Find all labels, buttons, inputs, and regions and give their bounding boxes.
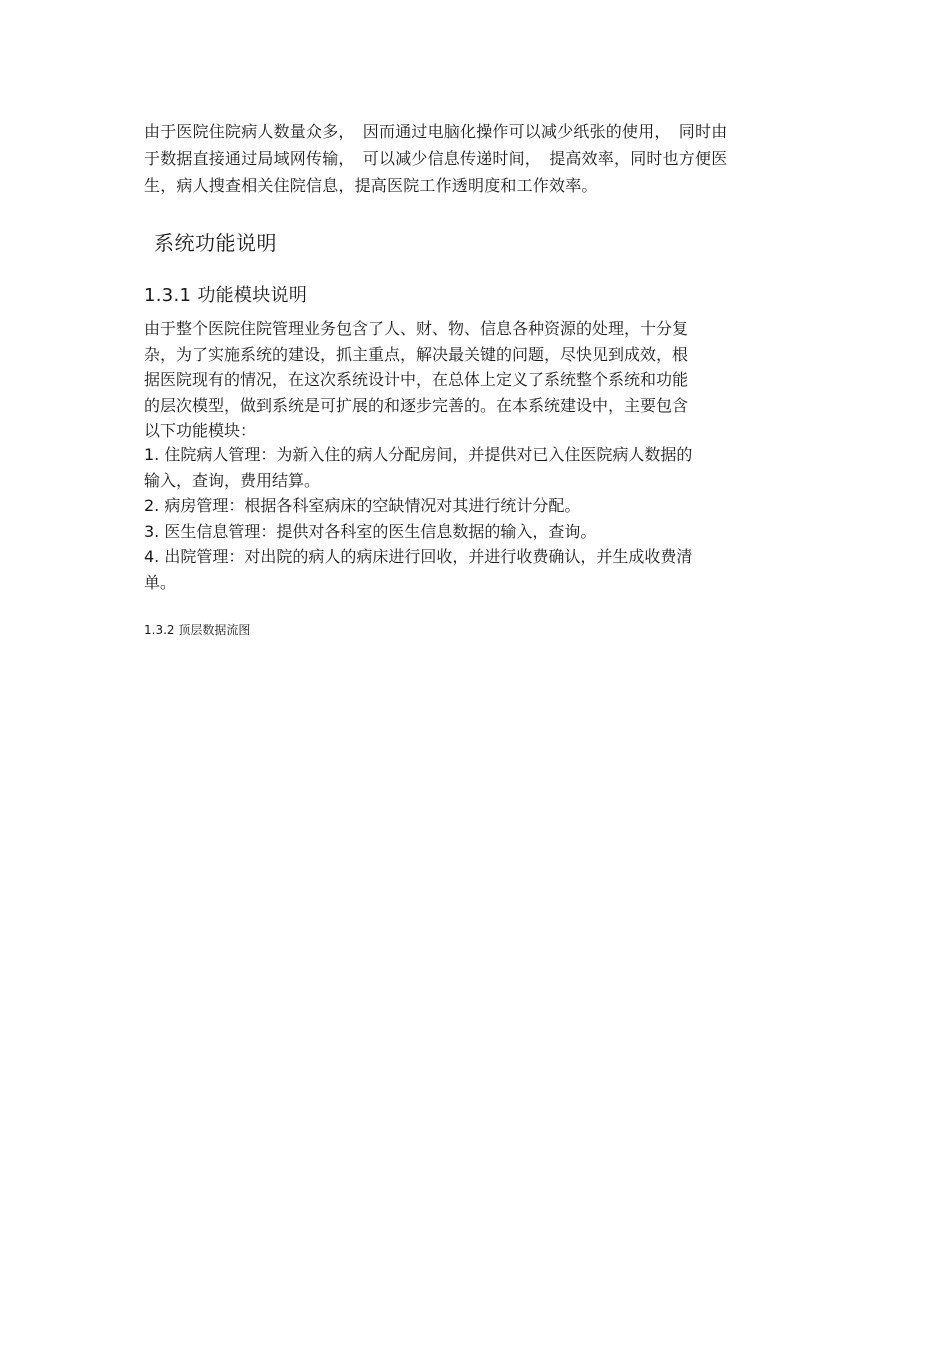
function-modules-paragraph (144, 316, 784, 444)
intro-paragraph (144, 118, 808, 199)
paragraph-line: 由于整个医院住院管理业务包含了人、财、物、信息各种资源的处理，十分复 (144, 319, 689, 338)
intro-line: 于数据直接通过局域网传输， 可以减少信息传递时间， 提高效率，同时也方便医 (144, 149, 728, 168)
module-item-line: 3. 医生信息管理：提供对各科室的医生信息数据的输入，查询。 (144, 521, 597, 541)
module-item-line: 4. 出院管理：对出院的病人的病床进行回收，并进行收费确认，并生成收费清 (144, 547, 693, 566)
module-list (144, 442, 804, 595)
module-item-line: 1. 住院病人管理：为新入住的病人分配房间，并提供对已入住医院病人数据的 (144, 445, 693, 464)
paragraph-line: 据医院现有的情况，在这次系统设计中，在总体上定义了系统整个系统和功能 (144, 370, 689, 389)
intro-line: 由于医院住院病人数量众多， 因而通过电脑化操作可以减少纸张的使用， 同时由 (144, 122, 728, 141)
paragraph-line: 以下功能模块： (144, 421, 257, 440)
paragraph-line: 的层次模型，做到系统是可扩展的和逐步完善的。在本系统建设中，主要包含 (144, 395, 689, 415)
module-item-line: 2. 病房管理：根据各科室病床的空缺情况对其进行统计分配。 (144, 496, 581, 515)
subsection-heading-top-level-dfd: 1.3.2 顶层数据流图 (144, 623, 251, 637)
paragraph-line: 杂，为了实施系统的建设，抓主重点，解决最关键的问题，尽快见到成效，根 (144, 344, 689, 364)
module-item-ward-management (144, 493, 804, 519)
intro-line: 生，病人搜查相关住院信息，提高医院工作透明度和工作效率。 (144, 176, 598, 195)
subsection-heading-function-modules: 1.3.1 功能模块说明 (144, 285, 308, 306)
module-item-inpatient-management (144, 442, 804, 493)
module-item-line: 输入，查询，费用结算。 (144, 470, 321, 490)
section-heading-system-functions: 系统功能说明 (154, 231, 277, 255)
module-item-line: 单。 (144, 572, 177, 592)
module-item-doctor-info-management (144, 519, 804, 545)
module-item-discharge-management (144, 544, 804, 595)
